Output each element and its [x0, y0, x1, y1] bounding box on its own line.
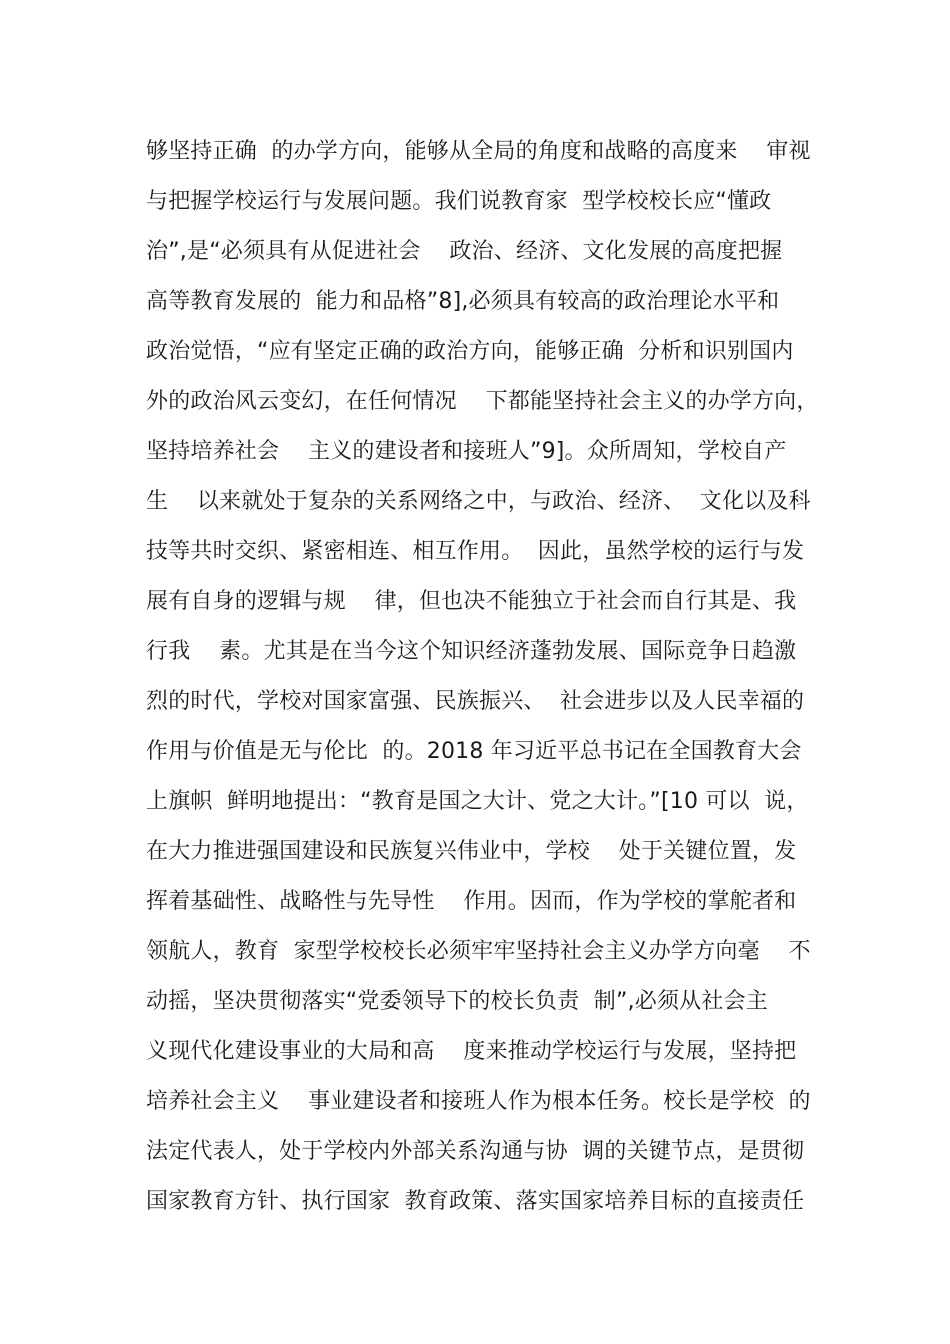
text-line: 坚持培养社会 主义的建设者和接班人”9]。众所周知，学校自产 — [146, 439, 787, 464]
text-line: 动摇，坚决贯彻落实“党委领导下的校长负责 制”,必须从社会主 — [146, 989, 768, 1014]
text-line: 治”,是“必须具有从促进社会 政治、经济、文化发展的高度把握 — [146, 239, 783, 264]
text-line: 在大力推进强国建设和民族复兴伟业中，学校 处于关键位置，发 — [146, 839, 797, 864]
text-line: 上旗帜 鲜明地提出：“教育是国之大计、党之大计。”[10 可以 说， — [146, 789, 809, 814]
text-line: 高等教育发展的 能力和品格”8],必须具有较高的政治理论水平和 — [146, 289, 780, 314]
text-line: 行我 素。尤其是在当今这个知识经济蓬勃发展、国际竞争日趋激 — [146, 639, 797, 664]
text-line: 义现代化建设事业的大局和高 度来推动学校运行与发展，坚持把 — [146, 1039, 797, 1064]
body-text — [146, 134, 826, 1234]
text-line: 法定代表人，处于学校内外部关系沟通与协 调的关键节点，是贯彻 — [146, 1139, 805, 1164]
text-line: 挥着基础性、战略性与先导性 作用。因而，作为学校的掌舵者和 — [146, 889, 797, 914]
text-line: 生 以来就处于复杂的关系网络之中，与政治、经济、 文化以及科 — [146, 489, 811, 514]
text-line: 领航人，教育 家型学校校长必须牢牢坚持社会主义办学方向毫 不 — [146, 939, 811, 964]
text-line: 培养社会主义 事业建设者和接班人作为根本任务。校长是学校 的 — [146, 1089, 811, 1114]
text-line: 技等共时交织、紧密相连、相互作用。 因此，虽然学校的运行与发 — [146, 539, 805, 564]
text-line: 政治觉悟，“应有坚定正确的政治方向，能够正确 分析和识别国内 — [146, 339, 794, 364]
text-line: 够坚持正确 的办学方向，能够从全局的角度和战略的高度来 审视 — [146, 139, 811, 164]
text-line: 国家教育方针、执行国家 教育政策、落实国家培养目标的直接责任 — [146, 1189, 805, 1214]
text-line: 作用与价值是无与伦比 的。2018 年习近平总书记在全国教育大会 — [146, 739, 802, 764]
text-line: 烈的时代，学校对国家富强、民族振兴、 社会进步以及人民幸福的 — [146, 689, 805, 714]
text-line: 外的政治风云变幻，在任何情况 下都能坚持社会主义的办学方向， — [146, 389, 819, 414]
text-line: 展有自身的逻辑与规 律，但也决不能独立于社会而自行其是、我 — [146, 589, 797, 614]
text-line: 与把握学校运行与发展问题。我们说教育家 型学校校长应“懂政 — [146, 189, 772, 214]
